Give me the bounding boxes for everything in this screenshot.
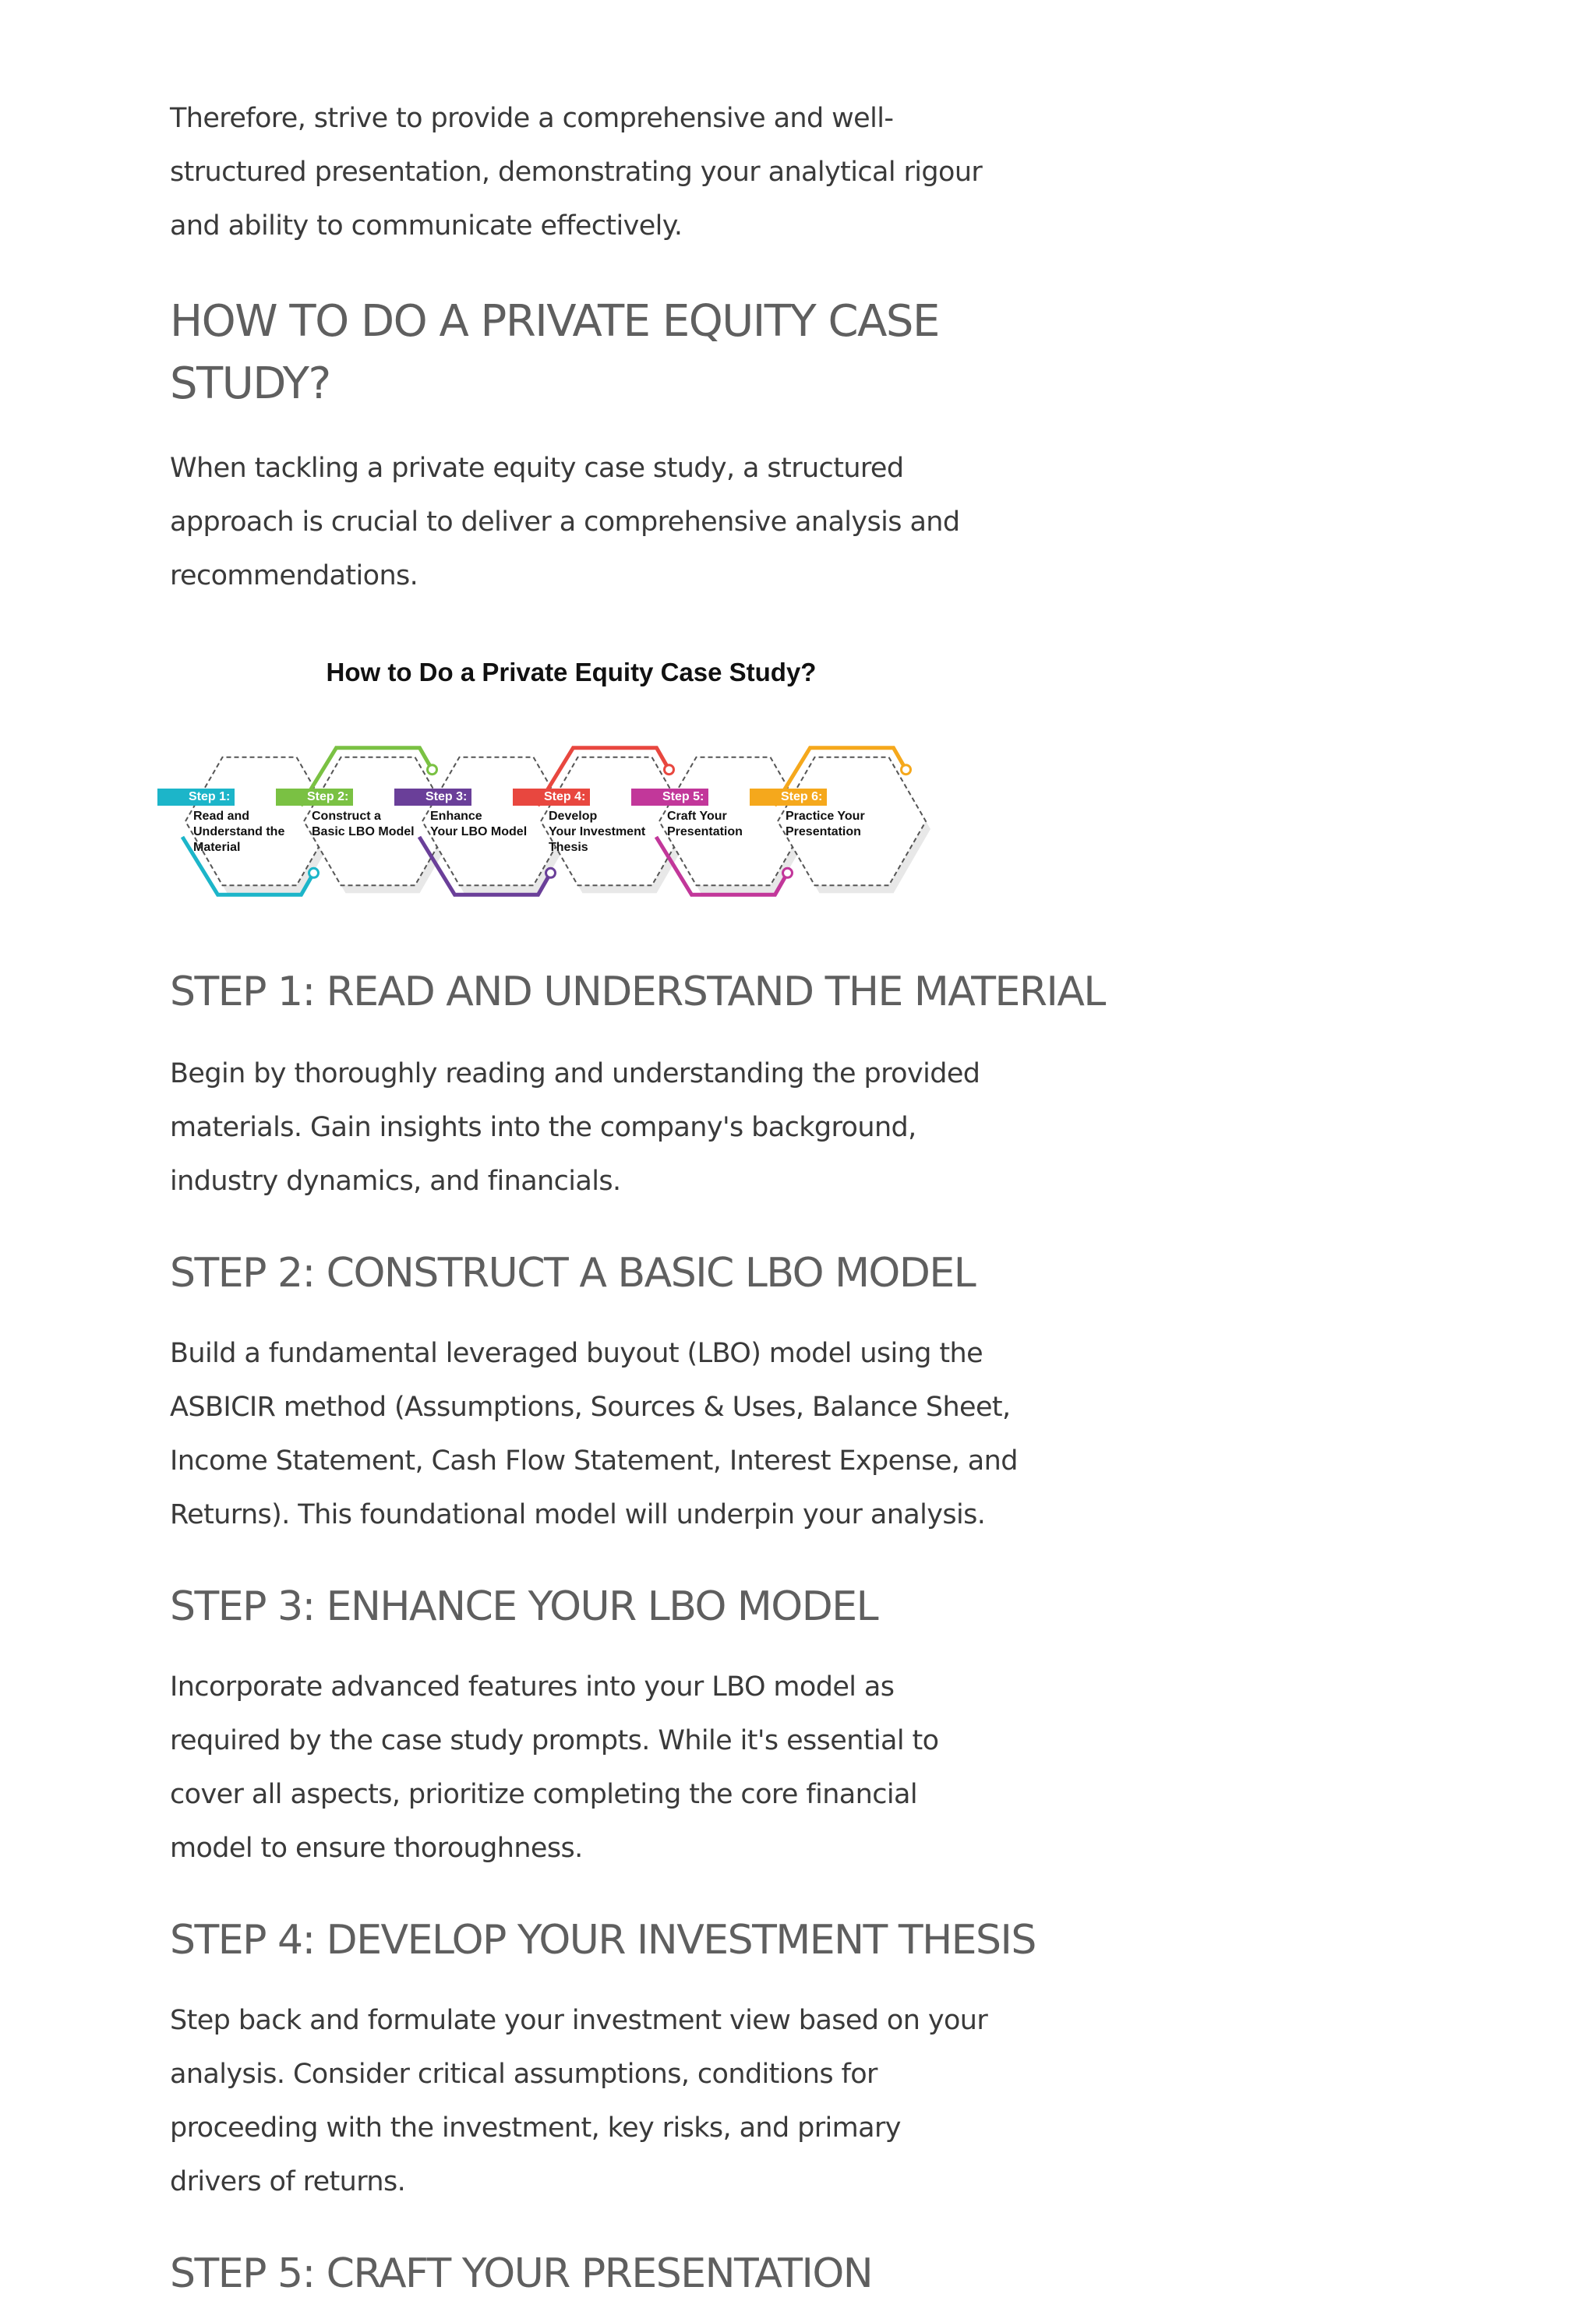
main-heading-line1: HOW TO DO A PRIVATE EQUITY CASE (170, 296, 939, 347)
step-5-accent-dot (783, 868, 793, 877)
step-6-tag: Step 6: (750, 789, 827, 806)
step-5-tag: Step 5: (631, 789, 708, 806)
main-heading-line2: STUDY? (170, 358, 330, 409)
step-3-heading: STEP 3: ENHANCE YOUR LBO MODEL (170, 1583, 878, 1630)
step-2-label: Construct a Basic LBO Model (312, 810, 415, 838)
step-5-heading: STEP 5: CRAFT YOUR PRESENTATION (170, 2250, 873, 2297)
step-4-body: Step back and formulate your investment view based on your analysis. Consider critical assumptions, conditions for proceeding with the investment, key risks, and primary drivers of returns. (170, 2005, 988, 2197)
step-2-body: Build a fundamental leveraged buyout (LBO) model using the ASBICIR method (Assumptions, Sources & Uses, Balance Sheet, Income Statement, Cash Flow Statement, Interest Expense, and Returns). This foundational model will underpin your analysis. (170, 1338, 1018, 1530)
step-2-heading: STEP 2: CONSTRUCT A BASIC LBO MODEL (170, 1250, 976, 1297)
step-4-label: Develop Your Investment Thesis (549, 810, 646, 854)
step-1-accent-dot (309, 868, 319, 877)
main-heading (170, 291, 1035, 415)
intro-paragraph: Therefore, strive to provide a comprehensive and well-structured presentation, demonstrating your analytical rigour and ability to communicate effectively. (170, 103, 983, 242)
step-3-tag: Step 3: (394, 789, 471, 806)
steps-infographic (170, 642, 1035, 954)
infographic-title: How to Do a Private Equity Case Study? (326, 658, 817, 686)
step-4-tag: Step 4: (513, 789, 590, 806)
step-3-accent-dot (546, 868, 556, 877)
step-6-label: Practice Your Presentation (786, 810, 865, 838)
main-intro-paragraph: When tackling a private equity case study, a structured approach is crucial to deliver a comprehensive analysis and recommendations. (170, 453, 960, 591)
step-3-label: Enhance Your LBO Model (430, 810, 528, 838)
step-6-label-block (750, 789, 898, 840)
step-6-accent-dot (902, 765, 911, 775)
step-2-tag: Step 2: (276, 789, 353, 806)
article (170, 92, 1105, 2301)
step-2-accent-dot (428, 765, 437, 775)
step-1-body: Begin by thoroughly reading and understanding the provided materials. Gain insights into the company's background, industry dynamics, and financials. (170, 1058, 980, 1197)
step-3-body: Incorporate advanced features into your LBO model as required by the case study prompts. While it's essential to cover all aspects, prioritize completing the core financial model to ensure thoroughness. (170, 1671, 939, 1864)
step-5-label: Craft Your Presentation (667, 810, 743, 838)
step-1-heading: STEP 1: READ AND UNDERSTAND THE MATERIAL (170, 969, 1105, 1015)
step-4-heading: STEP 4: DEVELOP YOUR INVESTMENT THESIS (170, 1917, 1036, 1964)
step-1-label: Read and Understand the Material (193, 810, 285, 854)
step-4-accent-dot (665, 765, 674, 775)
step-1-tag: Step 1: (157, 789, 235, 806)
